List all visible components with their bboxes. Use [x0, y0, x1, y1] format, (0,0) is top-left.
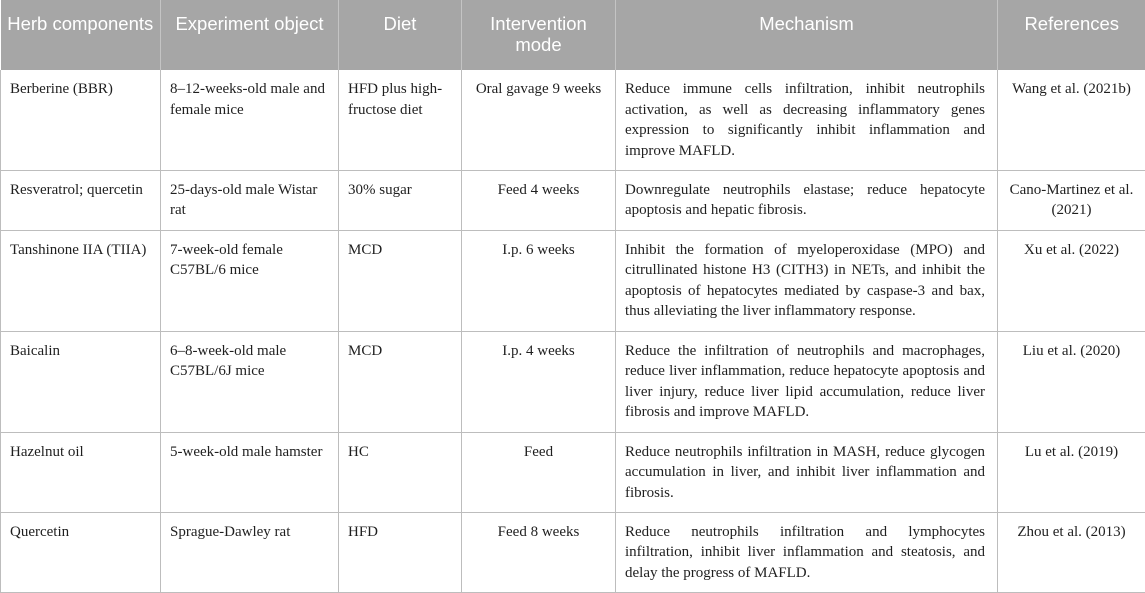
cell-herb: Quercetin [1, 512, 161, 592]
cell-herb: Resveratrol; quercetin [1, 170, 161, 230]
cell-reference: Wang et al. (2021b) [998, 70, 1145, 170]
cell-mode: I.p. 6 weeks [462, 230, 616, 331]
cell-reference: Cano-Martinez et al. (2021) [998, 170, 1145, 230]
table-row [1, 70, 1145, 170]
cell-mode: Oral gavage 9 weeks [462, 70, 616, 170]
header-mechanism: Mechanism [616, 0, 998, 70]
cell-diet: 30% sugar [339, 170, 462, 230]
header-herb-components: Herb components [1, 0, 161, 70]
cell-reference: Zhou et al. (2013) [998, 512, 1145, 592]
header-intervention-mode: Intervention mode [462, 0, 616, 70]
cell-reference: Lu et al. (2019) [998, 432, 1145, 512]
header-experiment-object: Experiment object [161, 0, 339, 70]
header-row [1, 0, 1145, 70]
header-references: References [998, 0, 1145, 70]
cell-diet: HFD [339, 512, 462, 592]
cell-mechanism: Downregulate neutrophils elastase; reduce hepatocyte apoptosis and hepatic fibrosis. [616, 170, 998, 230]
cell-mechanism: Reduce neutrophils infiltration in MASH, reduce glycogen accumulation in liver, and inhibit liver inflammation and fibrosis. [616, 432, 998, 512]
cell-object: 6–8-week-old male C57BL/6J mice [161, 331, 339, 432]
cell-reference: Xu et al. (2022) [998, 230, 1145, 331]
cell-object: Sprague-Dawley rat [161, 512, 339, 592]
cell-herb: Baicalin [1, 331, 161, 432]
table-row [1, 230, 1145, 331]
cell-herb: Tanshinone IIA (TIIA) [1, 230, 161, 331]
cell-object: 8–12-weeks-old male and female mice [161, 70, 339, 170]
cell-diet: MCD [339, 230, 462, 331]
cell-diet: HFD plus high-fructose diet [339, 70, 462, 170]
cell-mode: Feed [462, 432, 616, 512]
cell-mode: Feed 4 weeks [462, 170, 616, 230]
cell-diet: HC [339, 432, 462, 512]
cell-object: 7-week-old female C57BL/6 mice [161, 230, 339, 331]
cell-diet: MCD [339, 331, 462, 432]
table-row [1, 512, 1145, 592]
cell-mode: Feed 8 weeks [462, 512, 616, 592]
cell-object: 25-days-old male Wistar rat [161, 170, 339, 230]
table-row [1, 432, 1145, 512]
cell-herb: Berberine (BBR) [1, 70, 161, 170]
cell-mode: I.p. 4 weeks [462, 331, 616, 432]
header-diet: Diet [339, 0, 462, 70]
cell-mechanism: Reduce neutrophils infiltration and lymphocytes infiltration, inhibit liver inflammation and steatosis, and delay the progress of MAFLD. [616, 512, 998, 592]
cell-object: 5-week-old male hamster [161, 432, 339, 512]
cell-reference: Liu et al. (2020) [998, 331, 1145, 432]
cell-mechanism: Inhibit the formation of myeloperoxidase (MPO) and citrullinated histone H3 (CITH3) in NETs, and inhibit the apoptosis of hepatocytes mediated by caspase-3 and bax, thus alleviating the liver inflammatory response. [616, 230, 998, 331]
cell-mechanism: Reduce immune cells infiltration, inhibit neutrophils activation, as well as decreasing inflammatory genes expression to significantly inhibit inflammation and improve MAFLD. [616, 70, 998, 170]
cell-mechanism: Reduce the infiltration of neutrophils and macrophages, reduce liver inflammation, reduce hepatocyte apoptosis and liver injury, reduce liver lipid accumulation, reduce liver fibrosis and improve MAFLD. [616, 331, 998, 432]
table-body [1, 70, 1145, 592]
table-row [1, 331, 1145, 432]
table-row [1, 170, 1145, 230]
cell-herb: Hazelnut oil [1, 432, 161, 512]
table-header [1, 0, 1145, 70]
